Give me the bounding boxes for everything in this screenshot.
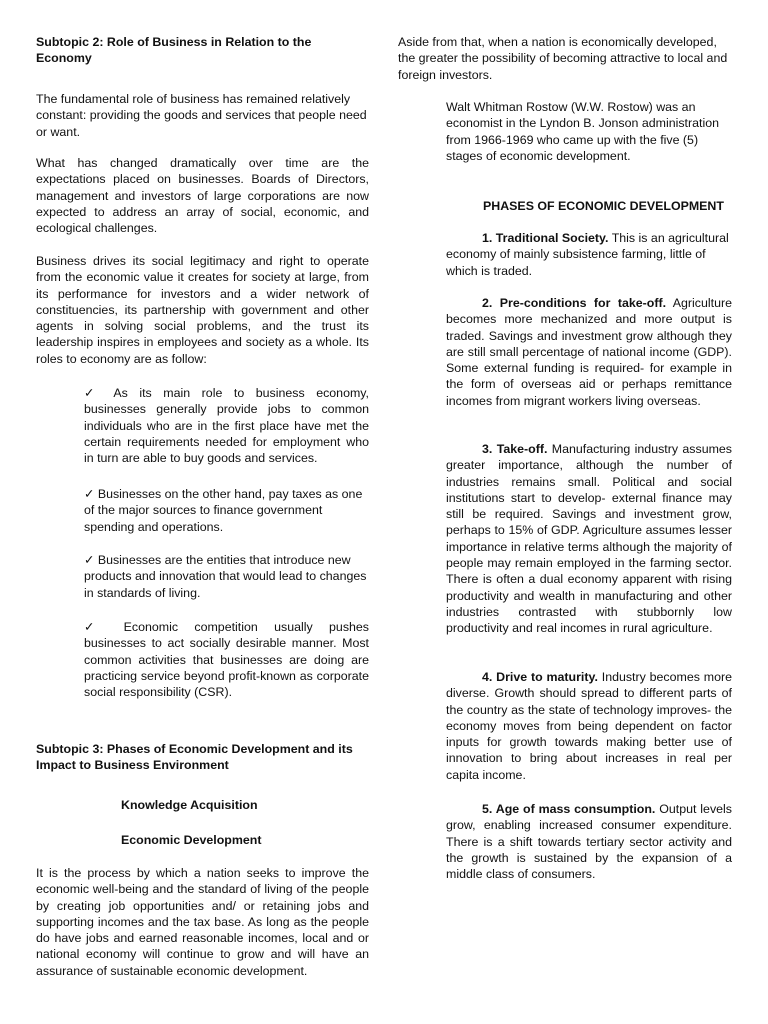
bullet-jobs: ✓ As its main role to business economy, businesses generally provide jobs to common individuals who are in the first place have met the certain requirements needed for employment who in turn are able to buy goods and services. (84, 386, 369, 466)
bullet-taxes: ✓ Businesses on the other hand, pay taxes as one of the major sources to finance government spending and operations. (84, 487, 363, 534)
phases-heading: PHASES OF ECONOMIC DEVELOPMENT (483, 199, 724, 213)
investors-paragraph: Aside from that, when a nation is economically developed, the greater the possibility of becoming attractive to local and foreign investors. (398, 35, 728, 82)
phase-2 (446, 295, 732, 409)
bullet-csr: ✓ Economic competition usually pushes businesses to act socially desirable manner. Most common activities that businesses are doing are practicing service beyond profit-known as corporate social responsibility (CSR). (84, 620, 369, 700)
role-paragraph-2: What has changed dramatically over time are the expectations placed on businesses. Boards of Directors, management and investors of large corporations are now expected to address an array of social, economic, and ecological challenges. (36, 156, 369, 236)
phase-2-title: 2. Pre-conditions for take-off. (482, 296, 667, 310)
role-paragraph-3: Business drives its social legitimacy and right to operate from the economic value it creates for society at large, from its performance for investors and a wider network of constituencies, its partnership with government and other agents in solving social problems, and the trust its leadership inspires in employees and society as a whole. Its roles to economy are as follow: (36, 254, 369, 366)
phase-4 (446, 669, 732, 783)
phase-3-text: Manufacturing industry assumes greater importance, although the number of industries remains small. Political and social institutions start to develop- external finance may still be required. Savings and investment grow, perhaps to 15% of GDP. Agriculture assumes lesser importance in relative terms although the majority of people may remain employed in the farming sector. There is often a dual economy apparent with rising productivity and wealth in manufacturing and other industries contrasted with stubbornly low productivity and real incomes in rural agriculture. (446, 442, 732, 636)
phase-5 (446, 801, 732, 882)
phase-1-text: This is an agricultural economy of mainly subsistence farming, little of which is traded. (446, 231, 729, 278)
phase-1-title: 1. Traditional Society. (482, 231, 609, 245)
rostow-paragraph: Walt Whitman Rostow (W.W. Rostow) was an economist in the Lyndon B. Jonson administration from 1966-1969 who came up with the five (5) stages of economic development. (446, 100, 719, 163)
economic-development-heading: Economic Development (121, 833, 262, 847)
phase-5-text: Output levels grow, enabling increased consumer expenditure. There is a shift towards tertiary sector activity and the growth is sustained by the expansion of a middle class of consumers. (446, 802, 732, 882)
subtopic2-title: Subtopic 2: Role of Business in Relation to the Economy (36, 35, 312, 66)
phase-2-text: Agriculture becomes more mechanized and more output is traded. Savings and investment grow although they are still small percentage of national income (GDP). Some external funding is required- for example in the form of overseas aid or perhaps remittance incomes from migrant workers living overseas. (446, 296, 732, 408)
phase-4-text: Industry becomes more diverse. Growth should spread to different parts of the country as the state of technology improves- the economy moves from being dependent on factor inputs for growth towards making better use of innovation to bring about increases in real per capita income. (446, 670, 732, 782)
subtopic3-title: Subtopic 3: Phases of Economic Development and its Impact to Business Environment (36, 742, 353, 773)
phase-1 (446, 230, 732, 279)
role-paragraph-1: The fundamental role of business has remained relatively constant: providing the goods and services that people need or want. (36, 92, 367, 139)
phase-5-title: 5. Age of mass consumption. (482, 802, 656, 816)
knowledge-acquisition-heading: Knowledge Acquisition (121, 798, 258, 812)
phase-3 (446, 441, 732, 637)
phase-3-title: 3. Take-off. (482, 442, 548, 456)
bullet-innovation: ✓ Businesses are the entities that introduce new products and innovation that would lead to changes in standards of living. (84, 553, 367, 600)
economic-development-paragraph: It is the process by which a nation seeks to improve the economic well-being and the standard of living of the people by creating job opportunities and/ or retaining jobs and supporting incomes and the tax base. As long as the people do have jobs and earned reasonable incomes, local and or national economy will continue to grow and will have an assurance of sustainable economic development. (36, 866, 369, 978)
phase-4-title: 4. Drive to maturity. (482, 670, 598, 684)
